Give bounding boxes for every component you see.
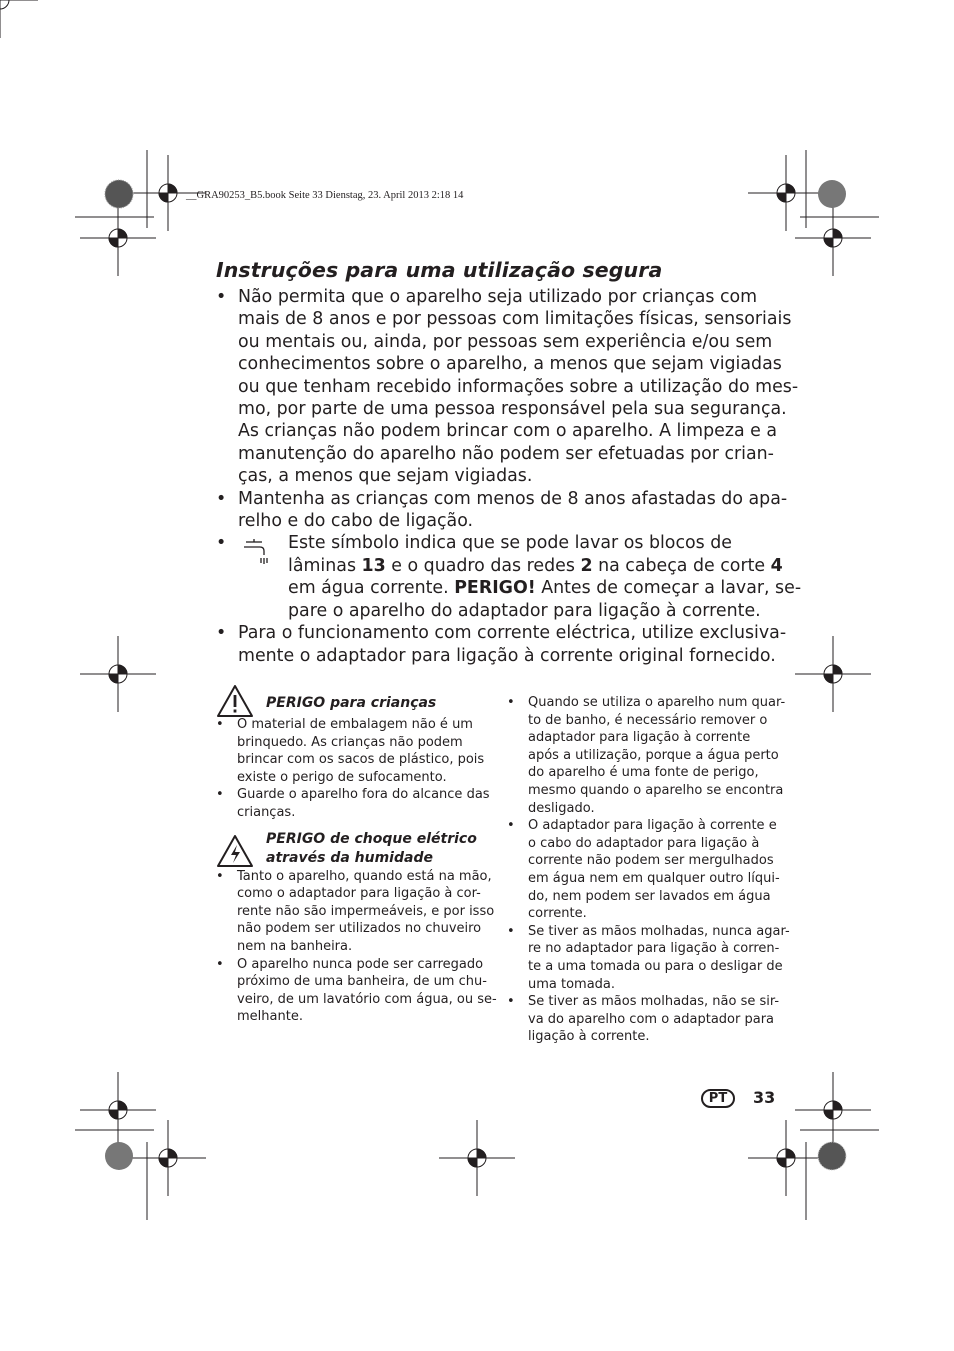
text-line: Para o funcionamento com corrente eléctrica, utilize exclusiva-: [238, 623, 787, 644]
bullet: •: [507, 695, 515, 710]
part-number: 13: [361, 555, 386, 576]
text-line: Este símbolo indica que se pode lavar os blocos de: [288, 533, 732, 554]
main-bullet-list: [216, 286, 802, 667]
text-line: ças, a menos que sejam vigiadas.: [238, 466, 533, 487]
text-run: e o quadro das redes: [385, 555, 581, 576]
text-line: to de banho, é necessário remover o: [528, 712, 768, 728]
text-line: desligado.: [528, 800, 595, 816]
text-line: próximo de uma banheira, de um chu-: [237, 974, 487, 990]
bullet: •: [216, 287, 227, 307]
text-line: O aparelho nunca pode ser carregado: [237, 956, 484, 972]
warning-electric-shock: [216, 830, 496, 868]
part-number: 4: [770, 555, 783, 576]
text-line: mesmo quando o aparelho se encontra: [528, 782, 784, 798]
section-title: Instruções para uma utilização segura: [216, 258, 663, 282]
warning-triangle-icon: [216, 684, 254, 718]
text-line: rente não são impermeáveis, e por isso: [237, 903, 495, 919]
bullet: •: [216, 623, 227, 644]
list-item: [507, 923, 790, 993]
text-line: uma tomada.: [528, 976, 616, 992]
text-line: conhecimentos sobre o aparelho, a menos que sejam vigiadas: [238, 354, 782, 375]
list-item: [216, 786, 496, 821]
text-line: não podem ser utilizados no chuveiro: [237, 921, 482, 937]
text-line: Tanto o aparelho, quando está na mão,: [237, 868, 492, 884]
text-line: [288, 577, 802, 599]
text-line: o cabo do adaptador para ligação à: [528, 835, 760, 851]
text-run: lâminas: [288, 555, 362, 576]
right-column: [507, 694, 790, 1046]
text-line: Guarde o aparelho fora do alcance das: [237, 787, 490, 803]
text-line: Mantenha as crianças com menos de 8 anos afastadas do apa-: [238, 488, 788, 509]
text-run: em água corrente.: [288, 578, 455, 599]
bullet: •: [216, 956, 224, 972]
bullet: •: [216, 717, 224, 732]
bullet: •: [216, 787, 224, 803]
list-item: [507, 817, 782, 923]
text-line: existe o perigo de sufocamento.: [237, 769, 447, 785]
text-line: brincar com os sacos de plástico, pois: [237, 752, 485, 768]
list-item: [216, 716, 496, 786]
text-line: mo, por parte de uma pessoa responsável pela sua segurança.: [238, 399, 787, 420]
text-line: Quando se utiliza o aparelho num quar-: [528, 695, 786, 710]
bullet: •: [507, 923, 515, 939]
text-line: em água nem em qualquer outro líqui-: [528, 870, 780, 886]
warning-title: PERIGO de choque elétrico: [266, 830, 477, 847]
text-line: brinquedo. As crianças não podem: [237, 734, 463, 750]
text-line: veiro, de um lavatório com água, ou se-: [237, 991, 497, 1007]
warning-title: PERIGO para crianças: [266, 695, 437, 711]
text-line: nem na banheira.: [237, 938, 353, 954]
text-line: corrente não podem ser mergulhados: [528, 853, 774, 869]
bullet: •: [507, 818, 515, 834]
list-item: [507, 694, 786, 817]
text-line: pare o aparelho do adaptador para ligação à corrente.: [288, 600, 761, 621]
bullet: •: [216, 488, 227, 509]
list-item-wash-symbol: [216, 532, 802, 622]
running-water-icon: [240, 536, 276, 566]
text-line: melhante.: [237, 1009, 303, 1025]
text-line: As crianças não podem brincar com o aparelho. A limpeza e a: [238, 421, 778, 442]
list-item: [216, 286, 799, 488]
text-line: como o adaptador para ligação à cor-: [237, 886, 481, 902]
page-number: 33: [753, 1088, 776, 1107]
text-line: após a utilização, porque a água perto: [528, 747, 779, 763]
text-line: te a uma tomada ou para o desligar de: [528, 958, 783, 974]
list-item: [507, 993, 782, 1046]
text-line: Se tiver as mãos molhadas, não se sir-: [528, 994, 780, 1010]
text-line: mais de 8 anos e por pessoas com limitações físicas, sensoriais: [238, 309, 792, 330]
text-line: ou mentais ou, ainda, por pessoas sem experiência e/ou sem: [238, 331, 773, 352]
electric-shock-warning-icon: [216, 834, 254, 868]
text-line: do, nem podem ser lavados em água: [528, 888, 771, 904]
language-badge: PT: [701, 1089, 735, 1108]
text-line: mente o adaptador para ligação à corrente original fornecido.: [238, 645, 776, 666]
text-line: ligação à corrente.: [528, 1029, 650, 1045]
print-header: __GRA90253_B5.book Seite 33 Dienstag, 23. April 2013 2:18 14: [186, 190, 464, 201]
list-item: [216, 956, 496, 1026]
text-line: re no adaptador para ligação à corren-: [528, 941, 780, 957]
text-line: O adaptador para ligação à corrente e: [528, 818, 777, 834]
left-column: [216, 694, 496, 1026]
bullet: •: [507, 994, 515, 1010]
text-line: Se tiver as mãos molhadas, nunca agar-: [528, 923, 790, 939]
text-line: do aparelho é uma fonte de perigo,: [528, 765, 759, 781]
text-run: na cabeça de corte: [592, 555, 771, 576]
text-line: ou que tenham recebido informações sobre a utilização do mes-: [238, 376, 799, 397]
text-line: relho e do cabo de ligação.: [238, 511, 474, 532]
text-line: va do aparelho com o adaptador para: [528, 1011, 775, 1027]
list-item: [216, 488, 788, 533]
danger-label: PERIGO!: [454, 578, 536, 599]
text-line: [288, 555, 782, 577]
text-line: Não permita que o aparelho seja utilizado por crianças com: [238, 287, 758, 307]
text-line: O material de embalagem não é um: [237, 717, 473, 732]
text-run: Antes de começar a lavar, se-: [535, 578, 802, 599]
text-line: adaptador para ligação à corrente: [528, 730, 751, 746]
text-line: crianças.: [237, 804, 296, 820]
part-number: 2: [580, 555, 593, 576]
bullet: •: [216, 868, 224, 884]
warning-title: através da humidade: [266, 849, 433, 866]
list-item: [216, 868, 496, 956]
list-item: [216, 622, 787, 667]
text-line: corrente.: [528, 906, 587, 922]
bullet: •: [216, 533, 227, 554]
text-line: manutenção do aparelho não podem ser efetuadas por crian-: [238, 443, 774, 464]
